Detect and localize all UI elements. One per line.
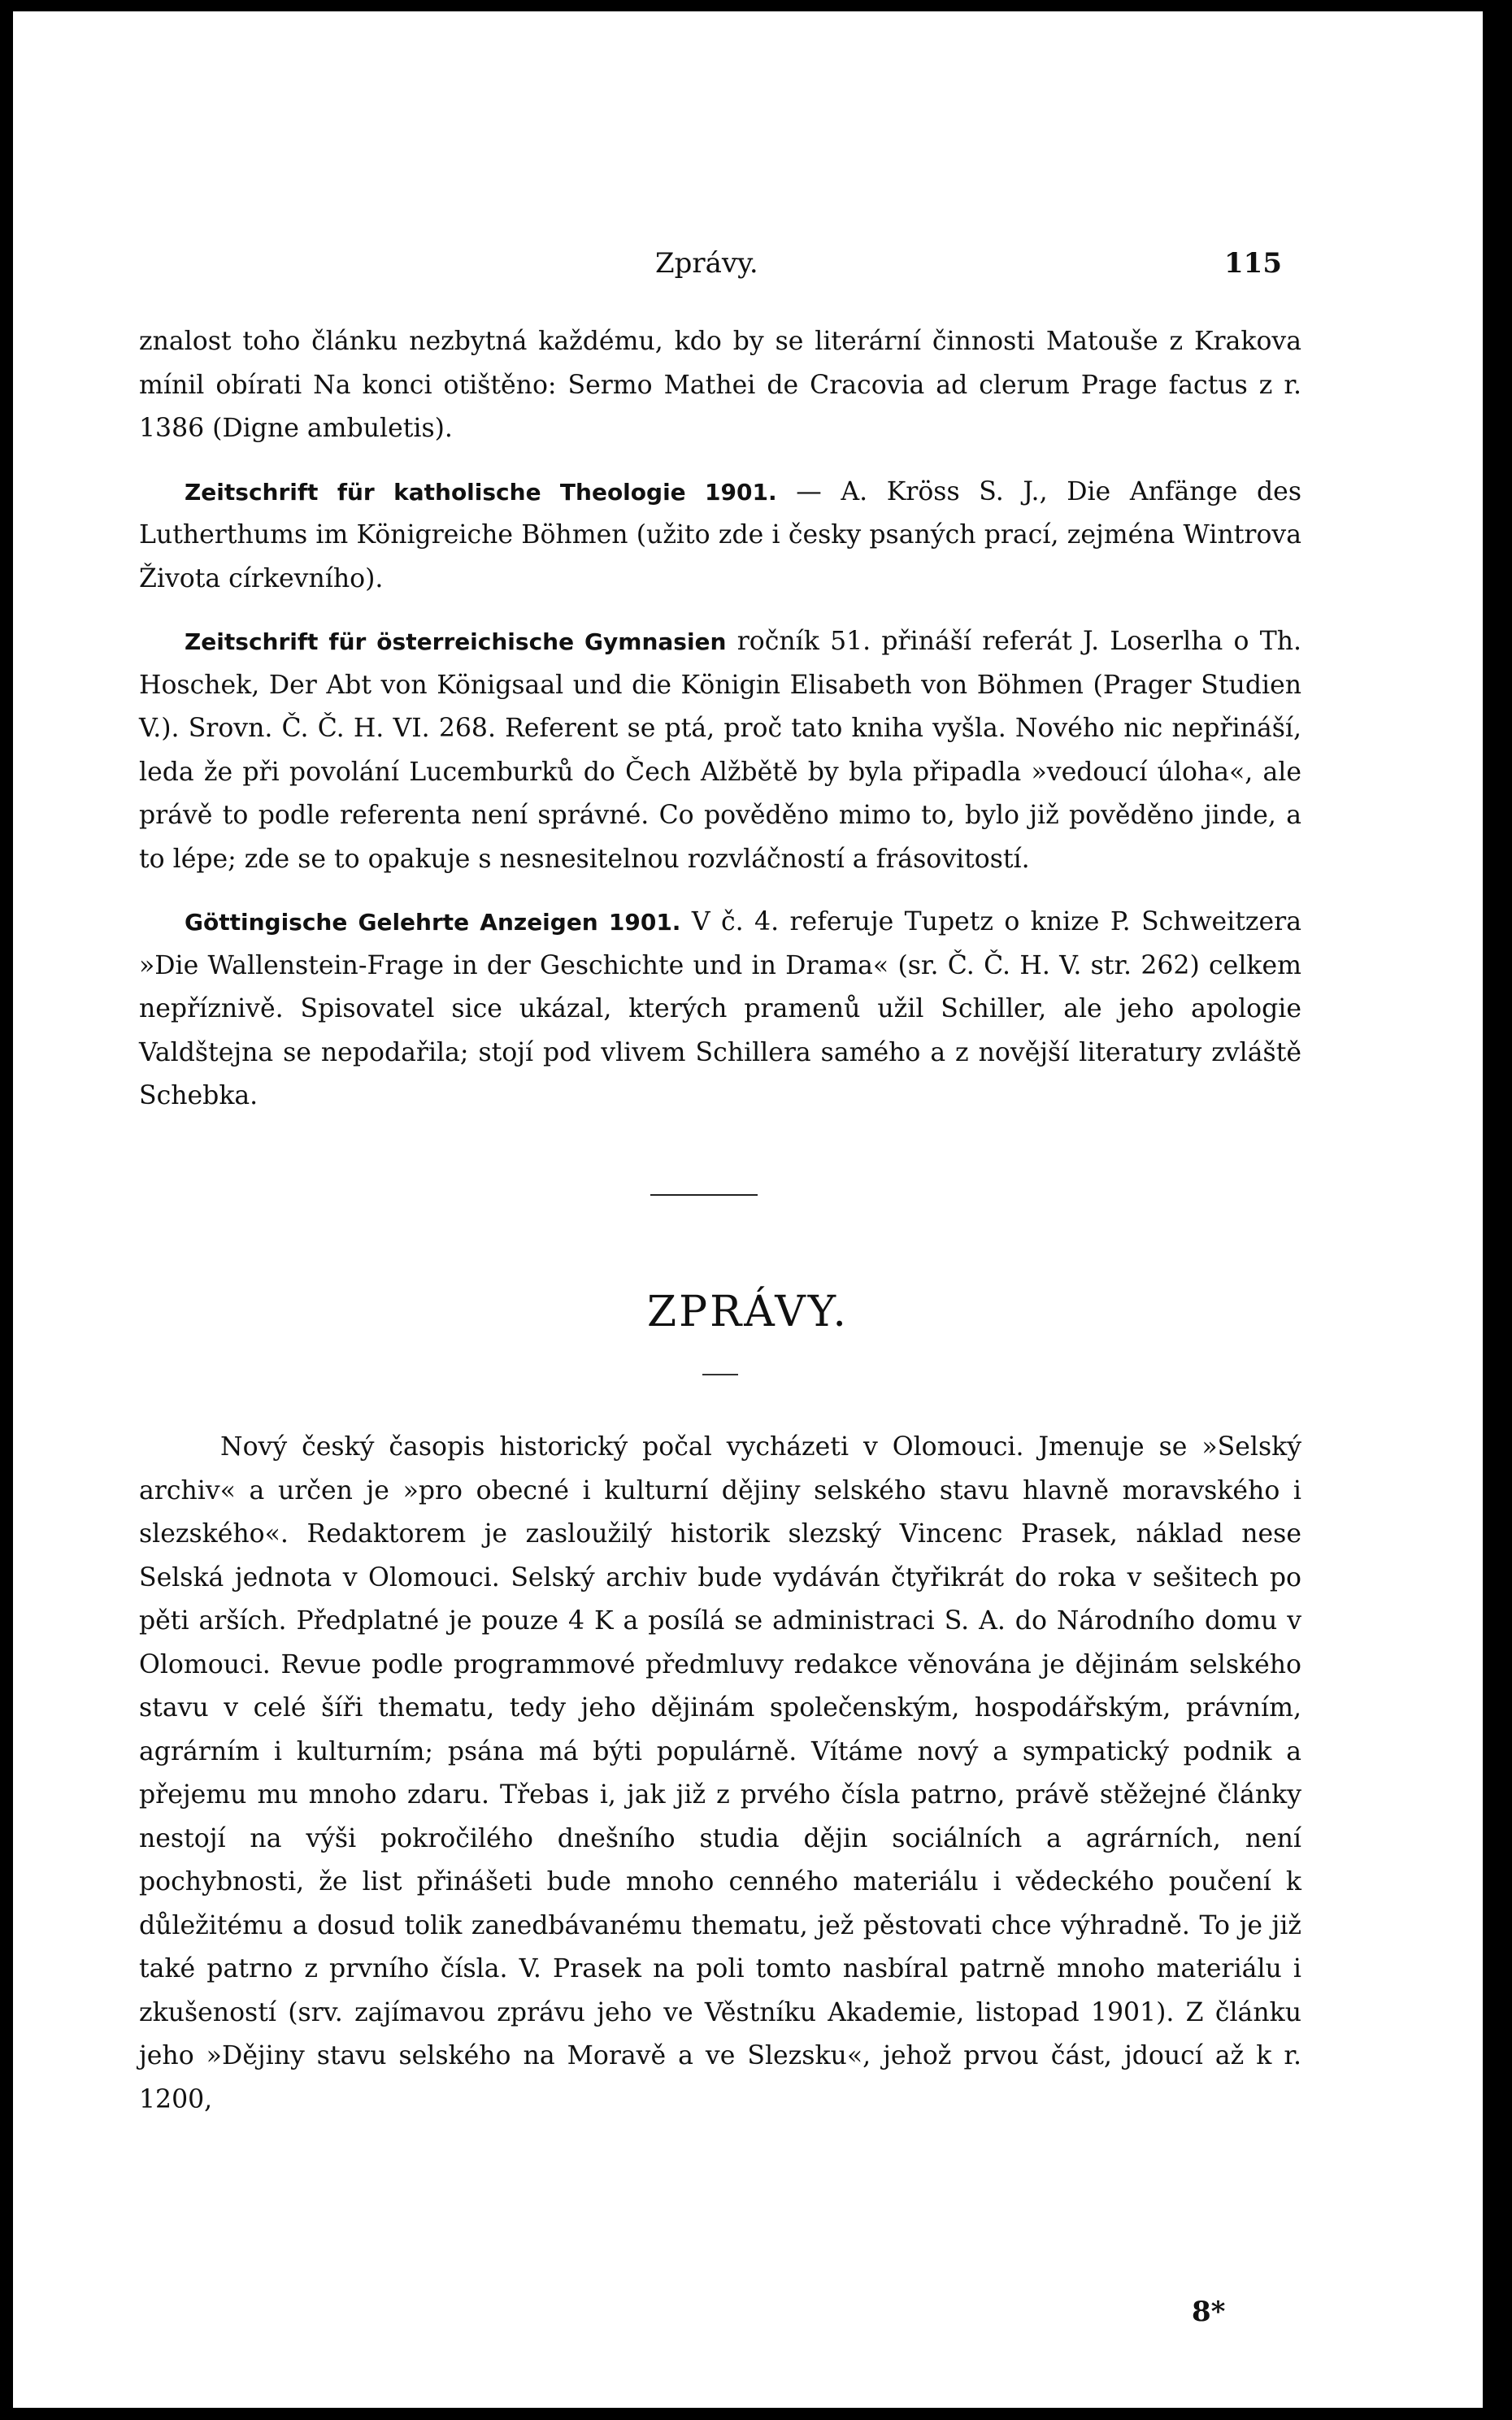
journal-title: Zeitschrift für katholische Theologie 1901. xyxy=(185,478,777,506)
reviews-section xyxy=(139,320,1301,1138)
section-title: ZPRÁVY. xyxy=(647,1288,849,1336)
review-paragraph-0: znalost toho článku nezbytná každému, kdo by se literární činnosti Matouše z Krakova mínil obírati Na konci otištěno: Sermo Mathei de Cracovia ad clerum Prage factus z r. 1386 (Digne ambuletis). xyxy=(139,327,1301,443)
title-underline xyxy=(702,1374,738,1375)
review-paragraph-1: Zeitschrift für katholische Theologie 1901. — A. Kröss S. J., Die Anfänge des Lutherthums im Königreiche Böhmen (užito zde i česky psaných prací, zejména Wintrova Života církevního). xyxy=(139,476,1301,593)
news-section xyxy=(139,1426,1301,2122)
book-page xyxy=(13,11,1483,2408)
running-title: Zprávy. xyxy=(655,247,758,280)
review-paragraph-2: Zeitschrift für österreichische Gymnasien ročník 51. přináší referát J. Loserlha o Th. Hoschek, Der Abt von Königsaal und die Königin Elisabeth von Böhmen (Prager Studien V.). Srovn. Č. Č. H. VI. 268. Referent se ptá, proč tato kniha vyšla. Nového nic nepřináší, leda že při povolání Lucemburků do Čech Alžbětě by byla připadla »vedoucí úloha«, ale právě to podle referenta není správné. Co pověděno mimo to, bylo již pověděno jinde, a to lépe; zde se to opakuje s nesnesitelnou rozvláčností a frásovitostí. xyxy=(139,627,1301,874)
review-paragraph-3: Göttingische Gelehrte Anzeigen 1901. V č. 4. referuje Tupetz o knize P. Schweitzera »Die Wallenstein-Frage in der Geschichte und in Drama« (sr. Č. Č. H. V. str. 262) celkem nepříznivě. Spisovatel sice ukázal, kterých pramenů užil Schiller, ale jeho apologie Valdštejna se nepodařila; stojí pod vlivem Schillera samého a z novější literatury zvláště Schebka. xyxy=(139,907,1301,1110)
signature-mark: 8* xyxy=(1192,2296,1226,2328)
page-header xyxy=(13,247,1483,288)
page-number: 115 xyxy=(1224,247,1282,280)
journal-title: Zeitschrift für österreichische Gymnasien xyxy=(185,628,727,655)
news-paragraph: Nový český časopis historický počal vycházeti v Olomouci. Jmenuje se »Selský archiv« a určen je »pro obecné i kulturní dějiny selského stavu hlavně moravského i slezského«. Redaktorem je zasloužilý historik slezský Vincenc Prasek, náklad nese Selská jednota v Olomouci. Selský archiv bude vydáván čtyřikrát do roka v sešitech po pěti arších. Předplatné je pouze 4 K a posílá se administraci S. A. do Národního domu v Olomouci. Revue podle programmové předmluvy redakce věnována je dějinám selského stavu v celé šíři thematu, tedy jeho dějinám společenským, hospodářským, právním, agrárním i kulturním; psána má býti populárně. Vítáme nový a sympatický podnik a přejemu mu mnoho zdaru. Třebas i, jak již z prvého čísla patrno, právě stěžejné články nestojí na výši pokročilého dnešního studia dějin sociálních a agrárních, není pochybnosti, že list přinášeti bude mnoho cenného materiálu i vědeckého poučení k důležitému a dosud tolik zanedbávanému thematu, jež pěstovati chce výhradně. To je již také patrno z prvního čísla. V. Prasek na poli tomto nasbíral patrně mnoho materiálu i zkušeností (srv. zajímavou zprávu jeho ve Věstníku Akademie, listopad 1901). Z článku jeho »Dějiny stavu selského na Moravě a ve Slezsku«, jehož prvou část, jdoucí až k r. 1200, xyxy=(139,1432,1301,2114)
journal-title: Göttingische Gelehrte Anzeigen 1901. xyxy=(185,909,681,936)
section-divider xyxy=(650,1194,758,1196)
